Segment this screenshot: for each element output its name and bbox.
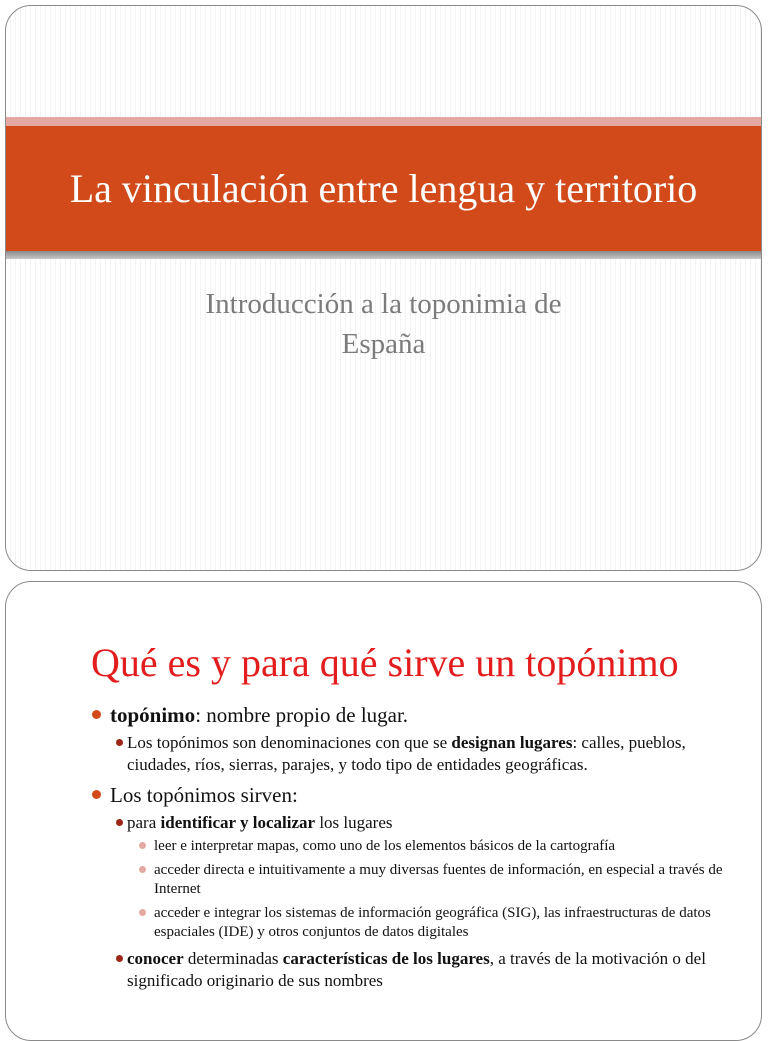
sub-bullet-fuentes [6, 861, 761, 899]
title-band [6, 126, 761, 251]
text-segment: Los topónimos sirven: [110, 783, 298, 807]
text-segment: : calles, pueblos, ciudades, ríos, sierras, parajes, y todo tipo de entidades geográficas. [127, 733, 686, 774]
text-segment: , a través de la motivación o del significado originario de sus nombres [127, 949, 706, 990]
bullet-outline [6, 702, 761, 998]
bullet-conocer [6, 948, 761, 992]
text-segment: acceder e integrar los sistemas de información geográfica (SIG), las infraestructuras de datos espaciales (IDE) y otros conjuntos de datos digitales [154, 905, 711, 940]
bold-segment: características de los lugares [282, 949, 490, 968]
bullet-sirven [6, 782, 761, 808]
subtitle-line-1: Introducción a la toponimia de [205, 288, 562, 320]
title-band-accent [6, 117, 761, 126]
bullet-dot [116, 955, 123, 962]
bullet-dot [92, 790, 101, 799]
term-toponimo: topónimo [110, 703, 196, 727]
bullet-dot [116, 819, 123, 826]
text-segment: Los topónimos son denominaciones con que se [127, 733, 452, 752]
slide-1 [5, 5, 762, 571]
bullet-dot [139, 842, 146, 849]
slide-1-subtitle [6, 284, 761, 364]
bullet-dot [139, 909, 146, 916]
definition-text: : nombre propio de lugar. [195, 703, 409, 727]
text-segment: los lugares [315, 813, 393, 832]
bold-segment: identificar y localizar [160, 813, 316, 832]
bullet-dot [92, 710, 101, 719]
text-segment: acceder directa e intuitivamente a muy diversas fuentes de información, en especial a través de Internet [154, 862, 723, 897]
text-segment: determinadas [183, 949, 283, 968]
bullet-identificar [6, 812, 761, 834]
slide-2 [5, 581, 762, 1041]
bullet-denominaciones [6, 732, 761, 776]
bullet-dot [116, 739, 123, 746]
slide-2-title: Qué es y para qué sirve un topónimo [91, 640, 679, 685]
sub-bullet-sig [6, 904, 761, 942]
bold-segment: designan lugares [451, 733, 573, 752]
slide-1-title: La vinculación entre lengua y territorio [69, 165, 698, 211]
bullet-dot [139, 866, 146, 873]
text-segment: leer e interpretar mapas, como uno de los elementos básicos de la cartografía [154, 838, 616, 854]
bold-segment: conocer [127, 949, 184, 968]
title-band-shadow [6, 251, 761, 259]
bullet-toponimo [6, 702, 761, 728]
subtitle-line-2: España [341, 328, 426, 360]
text-segment: para [127, 813, 161, 832]
sub-bullet-mapas [6, 837, 761, 856]
